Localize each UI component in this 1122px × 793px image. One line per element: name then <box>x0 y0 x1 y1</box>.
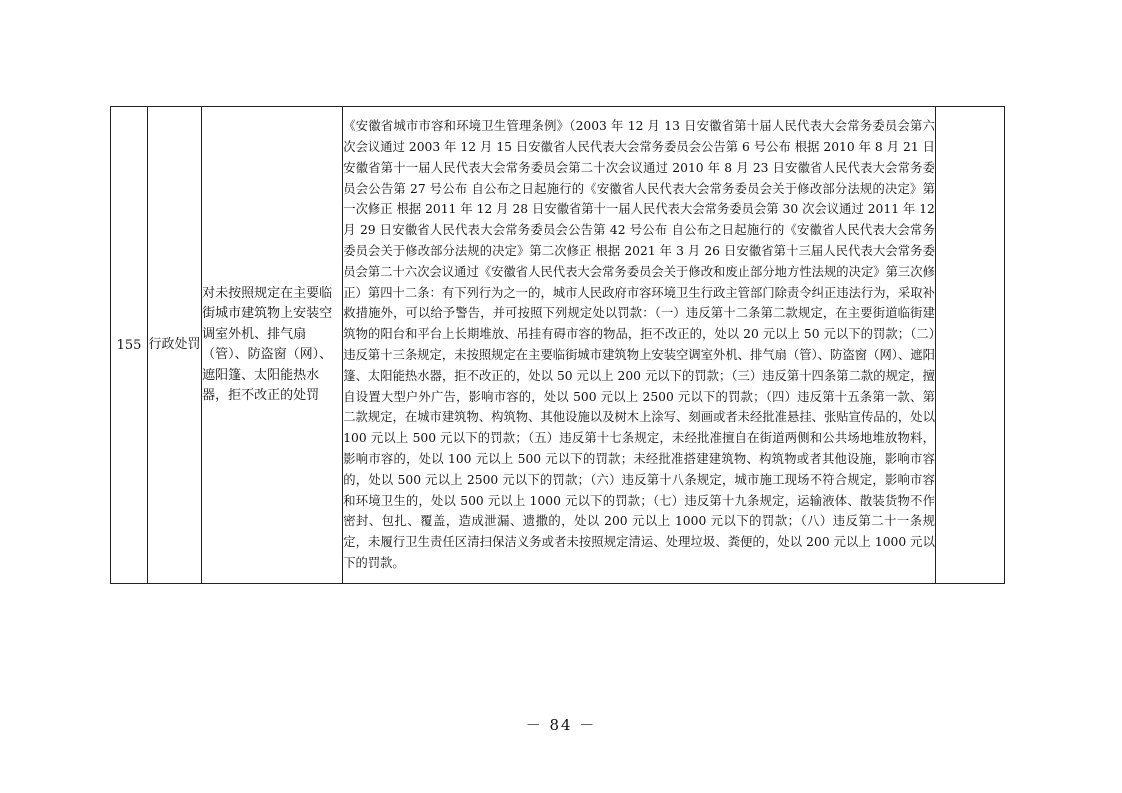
remarks-cell <box>935 107 1004 584</box>
legal-basis-cell: 《安徽省城市市容和环境卫生管理条例》（2003 年 12 月 13 日安徽省第十届人民代表大会常务委员会第六次会议通过 2003 年 12 月 15 日安徽省人民代表大会常务委员会公告第 6 号公布 根据 2010 年 8 月 21 日安徽省第十一届人民代表大会常务委员会第二十次会议通过 2010 年 8 月 23 日安徽省人民代表大会常务委员会公告第 27 号公布 自公布之日起施行的《安徽省人民代表大会常务委员会关于修改部分法规的决定》第一次修正 根据 2011 年 12 月 28 日安徽省第十一届人民代表大会常务委员会第 30 次会议通过 2011 年 12 月 29 日安徽省人民代表大会常务委员会公告第 42 号公布 自公布之日起施行的《安徽省人民代表大会常务委员会关于修改部分法规的决定》第二次修正 根据 2021 年 3 月 26 日安徽省第十三届人民代表大会常务委员会第二十六次会议通过《安徽省人民代表大会常务委员会关于修改和废止部分地方性法规的决定》第三次修正）第四十二条：有下列行为之一的，城市人民政府市容环境卫生行政主管部门除责令纠正违法行为，采取补救措施外，可以给予警告，并可按照下列规定处以罚款：（一）违反第十二条第二款规定，在主要街道临街建筑物的阳台和平台上长期堆放、吊挂有碍市容的物品，拒不改正的，处以 20 元以上 50 元以下的罚款；（二）违反第十三条规定，未按照规定在主要临街城市建筑物上安装空调室外机、排气扇（管）、防盗窗（网）、遮阳篷、太阳能热水器，拒不改正的，处以 50 元以上 200 元以下的罚款；（三）违反第十四条第二款的规定，擅自设置大型户外广告，影响市容的，处以 500 元以上 2500 元以下的罚款；（四）违反第十五条第一款、第二款规定，在城市建筑物、构筑物、其他设施以及树木上涂写、刻画或者未经批准悬挂、张贴宣传品的，处以 100 元以上 500 元以下的罚款；（五）违反第十七条规定，未经批准擅自在街道两侧和公共场地堆放物料，影响市容的，处以 100 元以上 500 元以下的罚款；未经批准搭建建筑物、构筑物或者其他设施，影响市容的，处以 500 元以上 2500 元以下的罚款；（六）违反第十八条规定，城市施工现场不符合规定，影响市容和环境卫生的，处以 500 元以上 1000 元以下的罚款；（七）违反第十九条规定，运输液体、散装货物不作密封、包扎、覆盖，造成泄漏、遗撒的，处以 200 元以上 1000 元以下的罚款；（八）违反第二十一条规定，未履行卫生责任区清扫保洁义务或者未按照规定清运、处理垃圾、粪便的，处以 200 元以上 1000 元以下的罚款。 <box>343 107 936 584</box>
penalty-category-cell: 行政处罚 <box>148 107 202 584</box>
row-number-cell: 155 <box>111 107 148 584</box>
table-row <box>111 107 1005 584</box>
page-number: － 84 － <box>525 716 597 734</box>
penalty-item-cell: 对未按照规定在主要临街城市建筑物上安装空调室外机、排气扇（管）、防盗窗（网）、遮阳篷、太阳能热水器，拒不改正的处罚 <box>202 107 343 584</box>
regulation-table <box>110 106 1005 584</box>
